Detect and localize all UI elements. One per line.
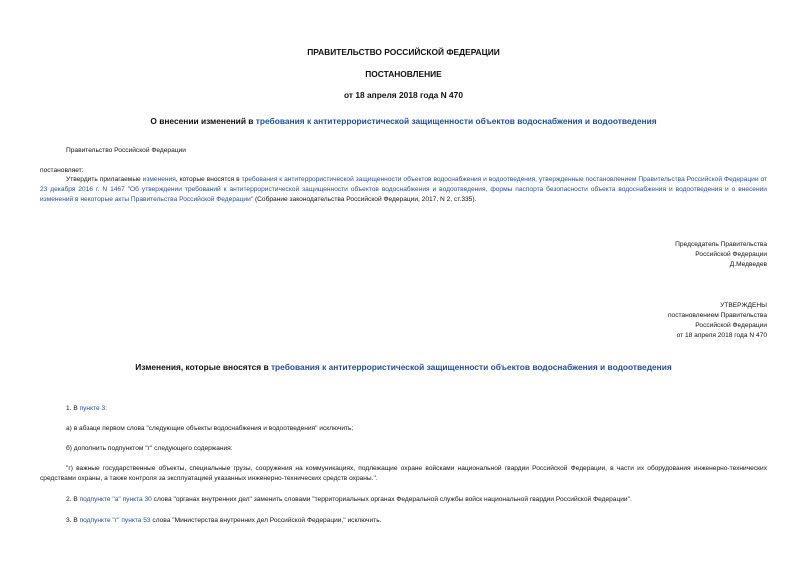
document-title	[0, 116, 807, 126]
link-point-3[interactable]: пункте 3	[79, 405, 106, 412]
changes-title-link[interactable]: требования к антитеррористической защищенности объектов водоснабжения и водоотведения	[270, 362, 672, 372]
signature-org: Российской Федерации	[695, 251, 767, 258]
changes-title: Изменения, которые вносятся в требования к антитеррористической защищенности объектов водоснабжения и водоотведения	[135, 362, 672, 372]
approved-block	[668, 301, 767, 341]
signature-block	[675, 240, 767, 270]
item-1g-text: "г) важные государственные объекты, специальные грузы, сооружения на коммуникациях, подлежащие охране войсками национальной гвардии Российской Федерации, в части их оборудования инженерно-технических средствами охраны, а также контроля за эксплуатацией указанных инженерно-технических средств охраны.".	[40, 465, 767, 482]
document-date-number: от 18 апреля 2018 года N 470	[344, 90, 463, 100]
government-heading: ПРАВИТЕЛЬСТВО РОССИЙСКОЙ ФЕДЕРАЦИИ	[307, 47, 500, 57]
intro-government: Правительство Российской Федерации	[66, 147, 186, 154]
link-requirements-1467[interactable]: требования к антитеррористической защищенности объектов водоснабжения и водоотведения, утвержденные постановлением Правительства Российской Федерации от 23 декабря 2016 г. N 1467 "Об утверждении требований к антитеррористической защищенности объектов водоснабжения и водоотведения, формы паспорта безопасности объекта водоснабжения и водоотведения и о внесении изменений в некоторые акты Правительства Российской Федерации"	[40, 176, 767, 203]
approved-org: Российской Федерации	[695, 322, 767, 329]
intro-decrees: постановляет:	[40, 167, 84, 174]
title-prefix: О внесении изменений в	[150, 116, 256, 126]
link-point-53[interactable]: подпункте "г" пункта 53	[79, 517, 151, 524]
item-1: 1. В пункте 3:	[66, 405, 107, 412]
approved-label: УТВЕРЖДЕНЫ	[720, 302, 767, 309]
paragraph-approve: Утвердить прилагаемые изменения, которые вносятся в требования к антитеррористической защищенности объектов водоснабжения и водоотведения, утвержденные постановлением Правительства Российской Федерации от 23 декабря 2016 г. N 1467 "Об утверждении требований к антитеррористической защищенности объектов водоснабжения и водоотведения, формы паспорта безопасности объекта водоснабжения и водоотведения и о внесении изменений в некоторые акты Правительства Российской Федерации" (Собрание законодательства Российской Федерации, 2017, N 2, ст.335).	[40, 176, 767, 203]
item-1b: б) дополнить подпунктом "г" следующего содержания:	[66, 445, 233, 452]
approved-date: от 18 апреля 2018 года N 470	[676, 332, 767, 339]
approved-by: постановлением Правительства	[667, 312, 767, 319]
item-2: 2. В подпункте "а" пункта 30 слова "органах внутренних дел" заменить словами "территориальных органах Федеральной службы войск национальной гвардии Российской Федерации".	[66, 496, 632, 503]
link-changes[interactable]: изменения	[142, 176, 176, 183]
title-link[interactable]: требования к антитеррористической защищенности объектов водоснабжения и водоотведения	[255, 116, 657, 126]
item-1a: а) в абзаце первом слова "следующие объекты водоснабжения и водоотведения" исключить;	[66, 425, 354, 432]
document-type: ПОСТАНОВЛЕНИЕ	[365, 69, 442, 79]
link-point-30[interactable]: подпункте "а" пункта 30	[79, 496, 152, 503]
item-3: 3. В подпункте "г" пункта 53 слова "Министерства внутренних дел Российской Федерации," исключить.	[66, 517, 382, 524]
signature-name: Д.Медведев	[729, 261, 767, 268]
signature-position: Председатель Правительства	[675, 241, 767, 248]
